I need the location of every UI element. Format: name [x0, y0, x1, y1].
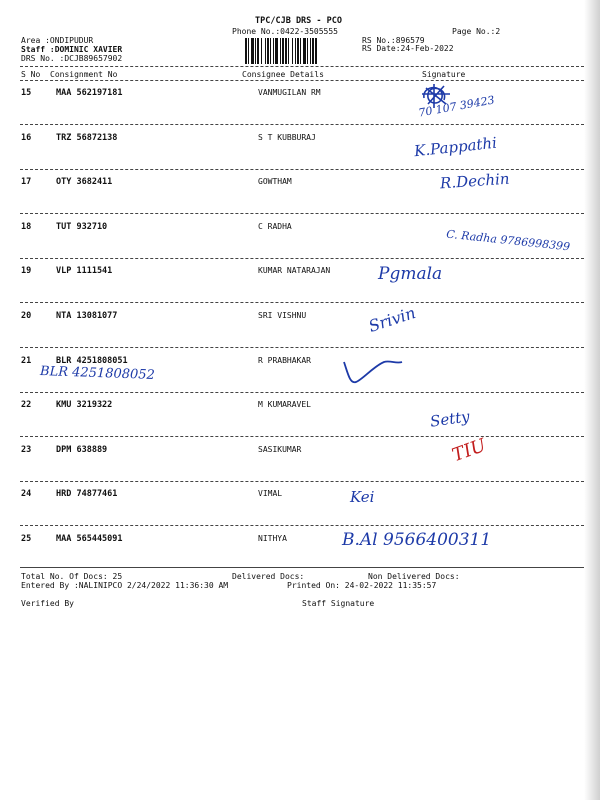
- rs-number: RS No.:896579: [362, 36, 425, 45]
- row-consignee: C RADHA: [258, 222, 292, 231]
- col-consignment: Consignment No: [50, 70, 118, 79]
- row-sno: 18: [21, 222, 32, 232]
- row-consignee: SRI VISHNU: [258, 311, 307, 320]
- header-divider-bottom: [20, 80, 584, 81]
- signature-20: Srivin: [366, 303, 418, 336]
- row-consignee: SASIKUMAR: [258, 445, 302, 454]
- barcode-image: [245, 38, 349, 64]
- row-divider: [20, 347, 584, 348]
- row-consignee: M KUMARAVEL: [258, 400, 311, 409]
- row-consignment-no: MAA 562197181: [56, 88, 123, 98]
- row-sno: 20: [21, 311, 32, 321]
- row-sno: 23: [21, 445, 32, 455]
- row-sno: 22: [21, 400, 32, 410]
- col-sno: S No: [21, 70, 41, 79]
- signature-17: R.Dechin: [439, 169, 511, 193]
- report-title: TPC/CJB DRS - PCO: [255, 16, 342, 26]
- signature-25: B.Al 9566400311: [342, 530, 492, 550]
- signature-19: Pgmala: [378, 264, 443, 284]
- row-consignee: NITHYA: [258, 534, 287, 543]
- signature-21-handwritten-no: BLR 4251808052: [39, 364, 156, 383]
- row-consignee: KUMAR NATARAJAN: [258, 266, 331, 275]
- row-sno: 21: [21, 356, 32, 366]
- row-consignment-no: KMU 3219322: [56, 400, 113, 410]
- row-consignment-no: MAA 565445091: [56, 534, 123, 544]
- signature-scribble-21: [340, 356, 410, 390]
- rs-date: RS Date:24-Feb-2022: [362, 44, 454, 53]
- row-consignee: S T KUBBURAJ: [258, 133, 316, 142]
- row-divider: [20, 392, 584, 393]
- row-divider: [20, 213, 584, 214]
- row-consignment-no: HRD 74877461: [56, 489, 118, 499]
- row-divider: [20, 302, 584, 303]
- signature-24: Kei: [350, 488, 375, 506]
- row-consignee: VIMAL: [258, 489, 283, 498]
- drs-number: DRS No. :DCJB89657902: [21, 54, 123, 63]
- row-consignment-no: OTY 3682411: [56, 177, 113, 187]
- signature-23: TIU: [449, 434, 489, 467]
- footer-divider: [20, 567, 584, 568]
- row-sno: 15: [21, 88, 32, 98]
- entered-by: Entered By :NALINIPCO 2/24/2022 11:36:30 AM: [21, 581, 229, 590]
- page-number: Page No.:2: [452, 27, 501, 36]
- staff-label: Staff :DOMINIC XAVIER: [21, 45, 123, 54]
- staff-signature: Staff Signature: [302, 599, 375, 608]
- signature-15: 70 107 39423: [417, 93, 496, 120]
- header-divider-top: [20, 66, 584, 67]
- total-docs: Total No. Of Docs: 25: [21, 572, 123, 581]
- row-consignment-no: BLR 4251808051: [56, 356, 128, 366]
- row-consignee: GOWTHAM: [258, 177, 292, 186]
- row-sno: 19: [21, 266, 32, 276]
- row-consignment-no: NTA 13081077: [56, 311, 118, 321]
- row-divider: [20, 436, 584, 437]
- col-signature: Signature: [422, 70, 466, 79]
- scan-edge-shadow: [584, 0, 600, 800]
- row-sno: 25: [21, 534, 32, 544]
- row-consignee: R PRABHAKAR: [258, 356, 311, 365]
- non-delivered-docs: Non Delivered Docs:: [368, 572, 460, 581]
- row-consignment-no: TUT 932710: [56, 222, 108, 232]
- row-sno: 24: [21, 489, 32, 499]
- signature-22: Setty: [428, 407, 471, 431]
- signature-18: C. Radha 9786998399: [445, 227, 571, 254]
- row-consignment-no: DPM 638889: [56, 445, 108, 455]
- row-divider: [20, 525, 584, 526]
- area-label: Area :ONDIPUDUR: [21, 36, 94, 45]
- col-consignee: Consignee Details: [242, 70, 324, 79]
- row-consignment-no: TRZ 56872138: [56, 133, 118, 143]
- row-divider: [20, 481, 584, 482]
- phone-number: Phone No.:0422-3505555: [232, 27, 338, 36]
- delivered-docs: Delivered Docs:: [232, 572, 305, 581]
- row-consignment-no: VLP 1111541: [56, 266, 113, 276]
- row-sno: 16: [21, 133, 32, 143]
- row-divider: [20, 124, 584, 125]
- printed-on: Printed On: 24-02-2022 11:35:57: [287, 581, 437, 590]
- verified-by: Verified By: [21, 599, 74, 608]
- row-sno: 17: [21, 177, 32, 187]
- row-divider: [20, 258, 584, 259]
- signature-16: K.Pappathi: [413, 133, 498, 161]
- row-consignee: VANMUGILAN RM: [258, 88, 321, 97]
